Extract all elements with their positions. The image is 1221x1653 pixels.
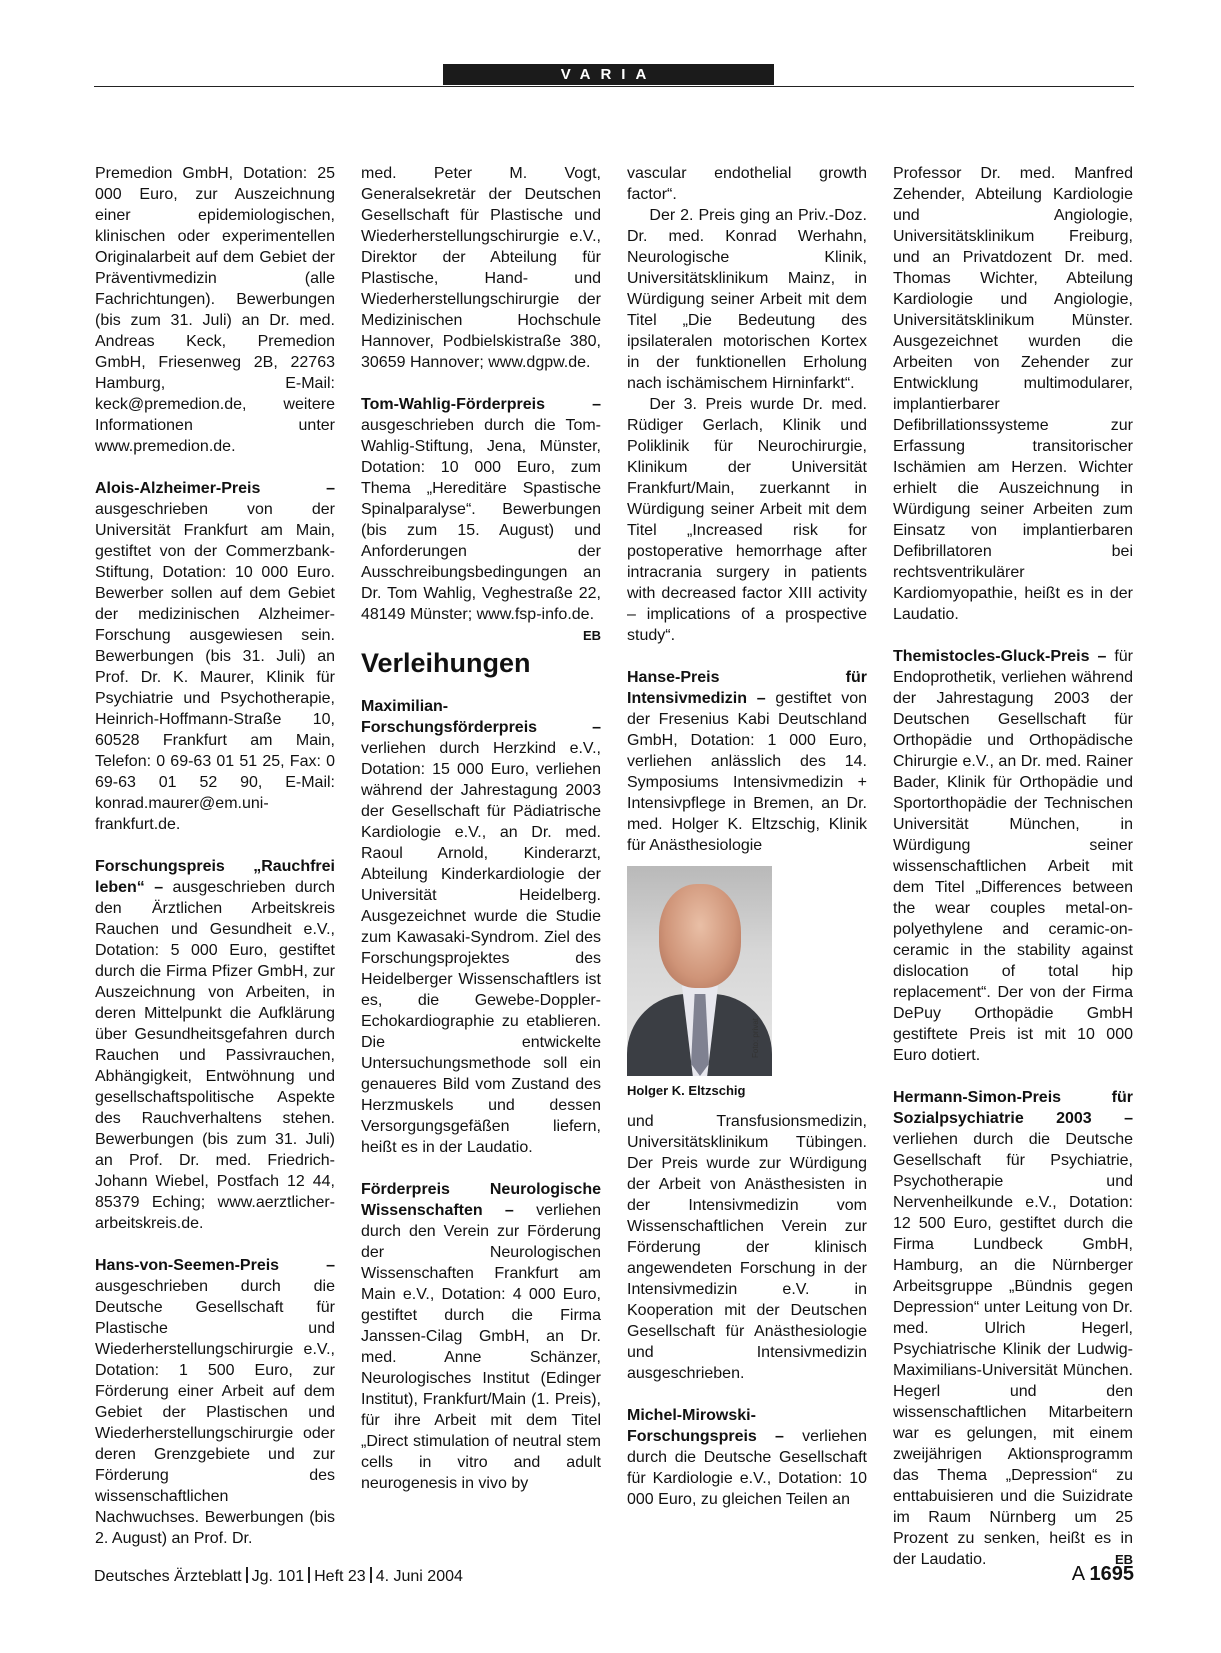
- paragraph-premedion: Premedion GmbH, Dotation: 25 000 Euro, zur Auszeichnung einer epidemiologischen, klinischen oder experimentellen Originalarbeit auf dem Gebiet der Präventivmedizin (alle Fachrichtungen). Bewerbungen (bis zum 31. Juli) an Dr. med. Andreas Keck, Premedion GmbH, Friesenweg 2B, 22763 Hamburg, E-Mail: keck@premedion.de, weitere Informationen unter www.premedion.de.: [95, 165, 335, 455]
- award-title: Hanse-Preis für Intensivmedizin –: [627, 669, 867, 707]
- paragraph-hanse: Hanse-Preis für Intensivmedizin – gestiftet von der Fresenius Kabi Deutschland GmbH, Dotation: 1 000 Euro, verliehen anlässlich des 14. Symposiums Intensivmedizin + Intensivpflege in Bremen, an Dr. med. Holger K. Eltzschig, Klinik für Anästhesiologie: [627, 669, 867, 854]
- journal-volume: Jg. 101: [251, 1568, 305, 1585]
- paragraph-third-prize: Der 3. Preis wurde Dr. med. Rüdiger Gerlach, Klinik und Poliklinik für Neurochirurgie, Klinikum der Universität Frankfurt/Main, zuerkannt in Würdigung seiner Arbeit mit dem Titel „Increased risk for postoperative hemorrhage after intracrania surgery in patients with decreased factor XIII activity – implications of a prospective study“.: [627, 396, 867, 644]
- section-heading: Verleihungen: [361, 648, 531, 678]
- header-rule: [94, 64, 1134, 87]
- award-title: Tom-Wahlig-Förderpreis –: [361, 396, 601, 413]
- page-number: A 1695: [1071, 1563, 1134, 1585]
- paragraph-vogt: med. Peter M. Vogt, Generalsekretär der Deutschen Gesellschaft für Plastische und Wiederherstellungschirurgie e.V., Direktor der Abteilung für Plastische, Hand- und Wiederherstellungschirurgie der Medizinischen Hochschule Hannover, Podbielskistraße 380, 30659 Hannover; www.dgpw.de.: [361, 165, 601, 371]
- author-initials: EB: [1114, 1552, 1133, 1567]
- section-tag: VARIA: [443, 64, 774, 85]
- journal-issue: Heft 23: [314, 1568, 366, 1585]
- column-4: [893, 163, 1133, 1591]
- paragraph-themistocles: Themistocles-Gluck-Preis – für Endoprothetik, verliehen während der Jahrestagung 2003 der Deutschen Gesellschaft für Orthopädie und Orthopädische Chirurgie e.V., an Dr. med. Rainer Bader, Klinik für Orthopädie und Sportorthopädie der Technischen Universität München, in Würdigung seiner wissenschaftlichen Arbeit mit dem Titel „Differences between the wear couples metal-on-polyethylene and ceramic-on-ceramic in the stability against dislocation of total hip replacement“. Der von der Firma DePuy Orthopädie GmbH gestiftete Preis ist mit 10 000 Euro dotiert.: [893, 648, 1133, 1064]
- paragraph-hanse-cont: und Transfusionsmedizin, Universitätsklinikum Tübingen. Der Preis wurde zur Würdigung der Arbeit von Anästhesisten in der Intensivmedizin vom Wissenschaftlichen Verein zur Förderung der klinisch angewendeten Forschung in der Intensivmedizin e.V. in Kooperation mit der Deutschen Gesellschaft für Anästhesiologie und Intensivmedizin ausgeschrieben.: [627, 1113, 867, 1382]
- author-initials: EB: [582, 628, 601, 643]
- page-footer: [94, 1563, 1134, 1591]
- paragraph-tom-wahlig: Tom-Wahlig-Förderpreis – ausgeschrieben durch die Tom-Wahlig-Stiftung, Jena, Münster, Dotation: 10 000 Euro, zum Thema „Hereditäre Spastische Spinalparalyse“. Bewerbungen (bis zum 15. August) und Anforderungen der Ausschreibungsbedingungen an Dr. Tom Wahlig, Veghestraße 22, 48149 Münster; www.fsp-info.de. EB: [361, 394, 601, 625]
- paragraph-mirowski: Michel-Mirowski-Forschungspreis – verliehen durch die Deutsche Gesellschaft für Kardiologie e.V., Dotation: 10 000 Euro, zu gleichen Teilen an: [627, 1407, 867, 1508]
- column-1: [95, 163, 335, 1570]
- photo-caption: Holger K. Eltzschig: [627, 1083, 746, 1098]
- journal-date: 4. Juni 2004: [375, 1568, 463, 1585]
- award-title: Themistocles-Gluck-Preis –: [893, 648, 1107, 665]
- photo-credit: Foto: privat: [751, 1017, 760, 1058]
- paragraph-zehender: Professor Dr. med. Manfred Zehender, Abteilung Kardiologie und Angiologie, Universitätsklinikum Freiburg, und an Privatdozent Dr. med. Thomas Wichter, Abteilung Kardiologie und Angiologie, Universitätsklinikum Münster. Ausgezeichnet wurden die Arbeiten von Zehender zur Entwicklung multimodularer, implantierbarer Defibrillationssysteme zur Erfassung transitorischer Ischämien am Herzen. Wichter erhielt die Auszeichnung in Würdigung seiner Arbeiten zum Einsatz von implantierbaren Defibrillatoren bei rechtsventrikulärer Kardiomyopathie, heißt es in der Laudatio.: [893, 165, 1133, 623]
- column-2: [361, 163, 601, 1515]
- journal-name: Deutsches Ärzteblatt: [94, 1568, 242, 1585]
- footer-citation: [94, 1567, 463, 1586]
- paragraph-neuro: Förderpreis Neurologische Wissenschaften – verliehen durch den Verein zur Förderung der Neurologischen Wissenschaften Frankfurt am Main e.V., Dotation: 4 000 Euro, gestiftet durch die Firma Janssen-Cilag GmbH, an Dr. med. Anne Schänzer, Neurologisches Institut (Edinger Institut), Frankfurt/Main (1. Preis), für ihre Arbeit mit dem Titel „Direct stimulation of neutral stem cells in vitro and adult neurogenesis in vivo by: [361, 1181, 602, 1492]
- paragraph-maximilian: Maximilian-Forschungsförderpreis – verliehen durch Herzkind e.V., Dotation: 15 000 Euro, verliehen während der Jahrestagung 2003 der Gesellschaft für Pädiatrische Kardiologie e.V., an Dr. med. Raoul Arnold, Kinderarzt, Abteilung Kinderkardiologie der Universität Heidelberg. Ausgezeichnet wurde die Studie zum Kawasaki-Syndrom. Ziel des Forschungsprojektes des Heidelberger Wissenschaftlers ist es, die Gewebe-Doppler-Echokardiographie zu etablieren. Die entwickelte Untersuchungsmethode soll ein genaueres Bild vom Zustand des Herzmuskels und dessen Versorgungsgefäßen liefern, heißt es in der Laudatio.: [361, 698, 601, 1156]
- column-3: [627, 163, 867, 1531]
- paragraph-seemen: Hans-von-Seemen-Preis – ausgeschrieben durch die Deutsche Gesellschaft für Plastische und Wiederherstellungschirurgie e.V., Dotation: 1 500 Euro, zur Förderung einer Arbeit auf dem Gebiet der Plastischen und Wiederherstellungschirurgie oder deren Grenzgebiete und zur Förderung des wissenschaftlichen Nachwuchses. Bewerbungen (bis 2. August) an Prof. Dr.: [95, 1257, 335, 1547]
- award-title: Hans-von-Seemen-Preis –: [95, 1257, 335, 1274]
- award-title: Forschungspreis „Rauchfrei leben“ –: [95, 858, 335, 896]
- paragraph-second-prize: Der 2. Preis ging an Priv.-Doz. Dr. med. Konrad Werhahn, Neurologische Klinik, Universitätsklinikum Mainz, in Würdigung seiner Arbeit mit dem Titel „Die Bedeutung des ipsilateralen motorischen Kortex in der funktionellen Erholung nach ischämischem Hirninfarkt“.: [627, 207, 867, 392]
- award-title: Maximilian-Forschungsförderpreis –: [361, 698, 601, 736]
- paragraph-vegf: vascular endothelial growth factor“.: [627, 165, 867, 203]
- portrait-photo: [627, 866, 772, 1076]
- award-title: Alois-Alzheimer-Preis –: [95, 480, 335, 497]
- paragraph-rauchfrei: Forschungspreis „Rauchfrei leben“ – ausgeschrieben durch den Ärztlichen Arbeitskreis Rauchen und Gesundheit e.V., Dotation: 5 000 Euro, gestiftet durch die Firma Pfizer GmbH, zur Auszeichnung von Arbeiten, in deren Mittelpunkt die Aufklärung über Gesundheitsgefahren durch Rauchen und Passivrauchen, Abhängigkeit, Entwöhnung und gesellschaftspolitische Aspekte des Rauchverhaltens stehen. Bewerbungen (bis zum 31. Juli) an Prof. Dr. med. Friedrich-Johann Wiebel, Postfach 12 44, 85379 Eching; www.aerztlicher-arbeitskreis.de.: [95, 858, 335, 1232]
- paragraph-alzheimer: Alois-Alzheimer-Preis – ausgeschrieben von der Universität Frankfurt am Main, gestiftet von der Commerzbank-Stiftung, Dotation: 10 000 Euro. Bewerber sollen auf dem Gebiet der medizinischen Alzheimer-Forschung ausgewiesen sein. Bewerbungen (bis 31. Juli) an Prof. Dr. K. Maurer, Klinik für Psychiatrie und Psychotherapie, Heinrich-Hoffmann-Straße 10, 60528 Frankfurt am Main, Telefon: 0 69-63 01 51 25, Fax: 0 69-63 01 52 90, E-Mail: konrad.maurer@em.uni-frankfurt.de.: [95, 480, 335, 833]
- award-title: Hermann-Simon-Preis für Sozialpsychiatrie 2003 –: [893, 1089, 1133, 1127]
- award-title: Michel-Mirowski-Forschungspreis –: [627, 1407, 784, 1445]
- award-title: Förderpreis Neurologische Wissenschaften –: [361, 1181, 601, 1219]
- paragraph-hermann-simon: Hermann-Simon-Preis für Sozialpsychiatrie 2003 – verliehen durch die Deutsche Gesellschaft für Psychiatrie, Psychotherapie und Nervenheilkunde e.V., Dotation: 12 500 Euro, gestiftet durch die Firma Lundbeck GmbH, Hamburg, an die Nürnberger Arbeitsgruppe „Bündnis gegen Depression“ unter Leitung von Dr. med. Ulrich Hegerl, Psychiatrische Klinik der Ludwig-Maximilians-Universität München. Hegerl und den wissenschaftlichen Mitarbeitern war es gelungen, mit einem zweijährigen Aktionsprogramm das Thema „Depression“ zu enttabuisieren und die Suizidrate im Raum Nürnberg um 25 Prozent zu senken, heißt es in der Laudatio. EB: [893, 1089, 1133, 1568]
